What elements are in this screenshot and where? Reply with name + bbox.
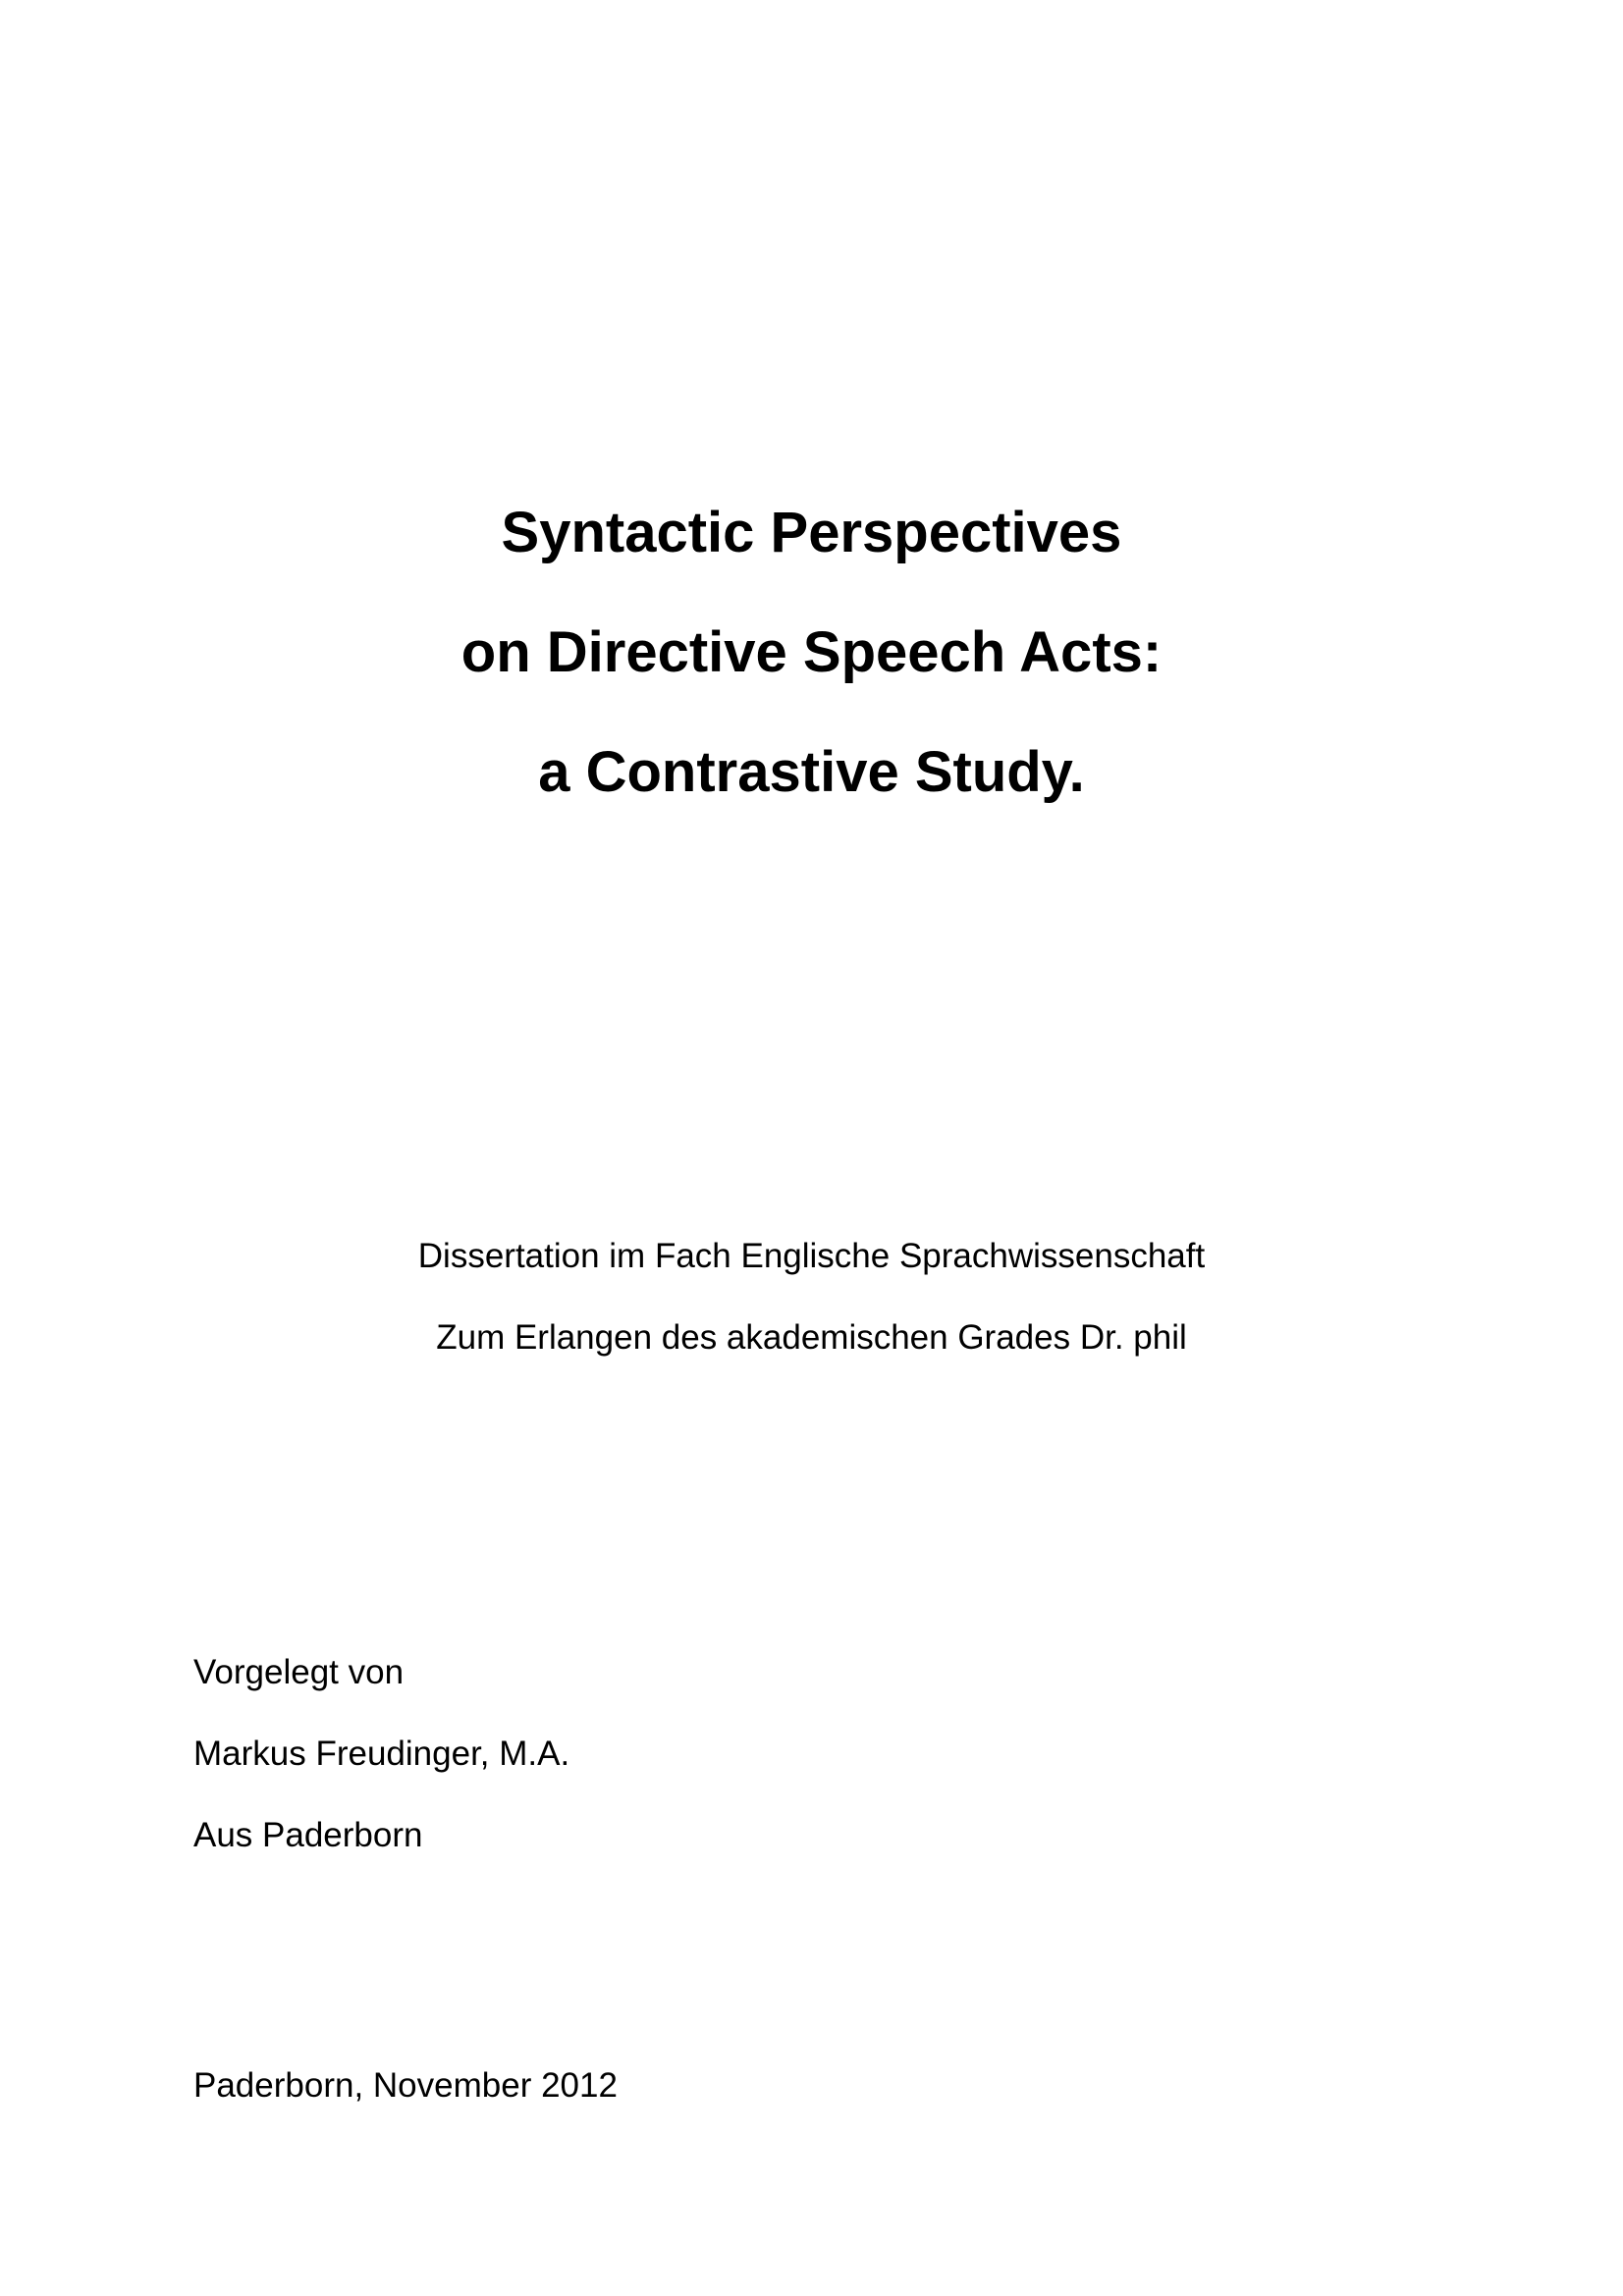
title-line-3: a Contrastive Study. <box>538 740 1085 804</box>
author-info <box>193 1631 569 1876</box>
author-origin: Aus Paderborn <box>193 1816 423 1854</box>
subtitle-line-1: Dissertation im Fach Englische Sprachwissenschaft <box>417 1237 1206 1275</box>
title-line-1: Syntactic Perspectives <box>501 501 1122 564</box>
place-and-date: Paderborn, November 2012 <box>193 2066 618 2105</box>
submitted-by-label: Vorgelegt von <box>193 1653 405 1691</box>
dissertation-subtitle <box>0 1215 1623 1378</box>
title-line-2: on Directive Speech Acts: <box>460 620 1163 684</box>
dissertation-title <box>0 473 1623 832</box>
author-name: Markus Freudinger, M.A. <box>193 1735 570 1773</box>
subtitle-line-2: Zum Erlangen des akademischen Grades Dr. phil <box>436 1318 1187 1357</box>
